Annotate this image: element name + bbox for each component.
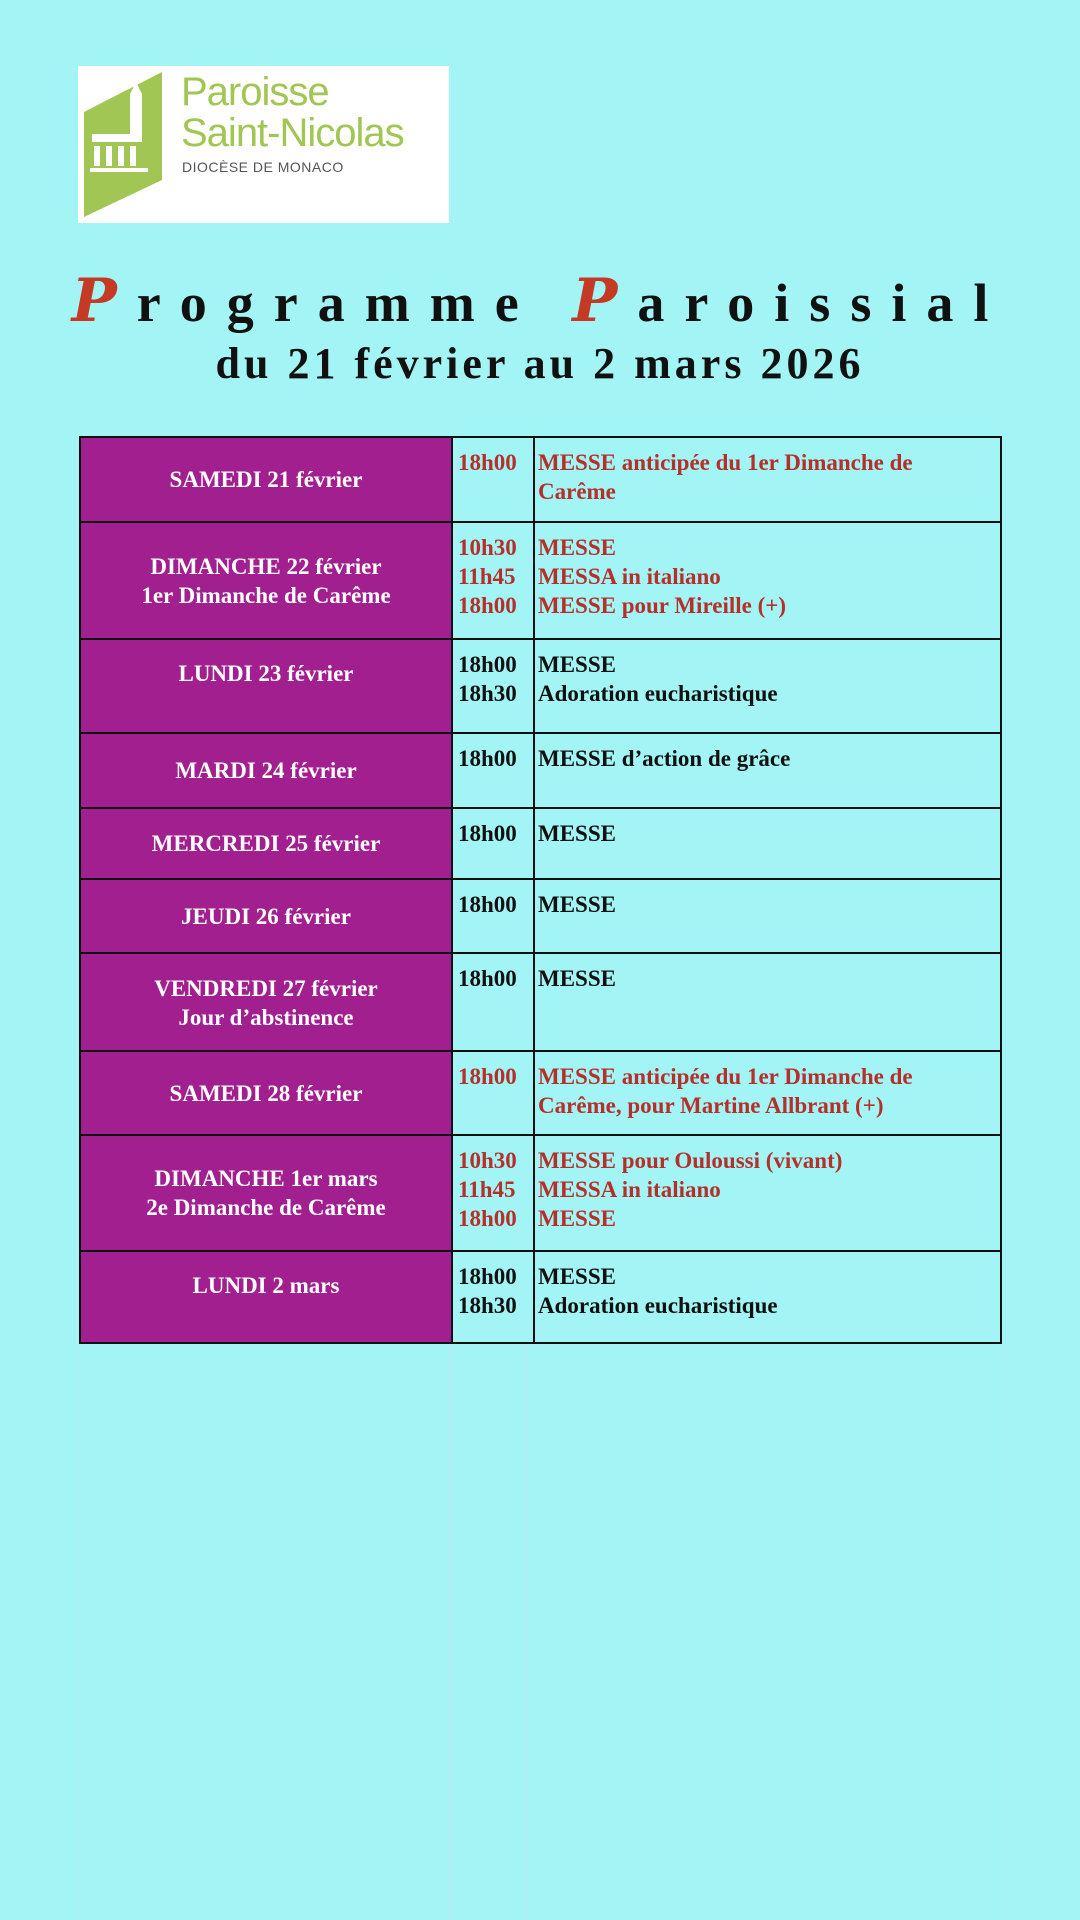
events-cell (534, 1135, 1001, 1251)
schedule-row (80, 879, 1001, 953)
times-cell (452, 639, 534, 733)
page-subtitle: du 21 février au 2 mars 2026 (215, 339, 865, 388)
schedule-row (80, 522, 1001, 639)
times-cell (452, 1251, 534, 1343)
event: MESSA in italiano (538, 564, 721, 589)
background-column-time (449, 1345, 527, 1920)
logo-parish-name: Paroisse (181, 70, 329, 114)
times-cell (452, 808, 534, 879)
day-cell (80, 522, 452, 639)
day-label: DIMANCHE 1er mars (154, 1166, 378, 1191)
day-label: JEUDI 26 février (181, 903, 351, 929)
schedule-row (80, 733, 1001, 808)
day-cell (80, 953, 452, 1051)
time: 18h00 (458, 593, 517, 618)
time: 18h00 (458, 1064, 517, 1089)
events-cell (534, 1051, 1001, 1135)
event: Adoration eucharistique (538, 681, 778, 706)
day-cell (80, 1051, 452, 1135)
event: MESSE (538, 821, 616, 846)
day-label: LUNDI 23 février (178, 661, 354, 686)
events-cell (534, 437, 1001, 522)
schedule-body (80, 437, 1001, 1343)
background-column-day (79, 1345, 451, 1920)
day-cell (80, 1251, 452, 1343)
background-column-event (525, 1345, 1004, 1920)
event: MESSE anticipée du 1er Dimanche de Carême, pour Martine Allbrant (+) (538, 1064, 913, 1118)
events-cell (534, 1251, 1001, 1343)
church-tower-icon (84, 72, 180, 217)
time: 18h00 (458, 652, 517, 677)
day-sublabel: Jour d’abstinence (178, 1005, 354, 1030)
times-cell (452, 437, 534, 522)
times-cell (452, 953, 534, 1051)
logo-diocese: DIOCÈSE DE MONACO (182, 159, 344, 175)
day-cell (80, 639, 452, 733)
times-cell (452, 1051, 534, 1135)
event: Adoration eucharistique (538, 1293, 778, 1318)
events-cell (534, 733, 1001, 808)
parish-logo (78, 66, 449, 223)
event: MESSE (538, 1264, 616, 1289)
events-cell (534, 879, 1001, 953)
page-title (0, 266, 1080, 338)
times-cell (452, 733, 534, 808)
schedule-row (80, 437, 1001, 522)
event: MESSE pour Ouloussi (vivant) (538, 1148, 843, 1173)
day-cell (80, 437, 452, 522)
time: 18h30 (458, 681, 517, 706)
events-cell (534, 522, 1001, 639)
time: 10h30 (458, 1148, 517, 1173)
time: 18h00 (458, 821, 517, 846)
time: 18h00 (458, 1264, 517, 1289)
title-word-1: rogramme (136, 273, 539, 333)
title-initial-2: P (572, 266, 638, 336)
time: 18h00 (458, 892, 517, 917)
event: MESSE (538, 535, 616, 560)
event: MESSA in italiano (538, 1177, 721, 1202)
day-label: SAMEDI 21 février (169, 467, 363, 492)
logo-saint-name: Saint-Nicolas (181, 111, 404, 155)
schedule-row (80, 639, 1001, 733)
time: 11h45 (458, 564, 516, 589)
schedule-row (80, 953, 1001, 1051)
time: 11h45 (458, 1177, 516, 1202)
day-sublabel: 1er Dimanche de Carême (141, 582, 391, 608)
time: 18h00 (458, 746, 517, 771)
events-cell (534, 639, 1001, 733)
event: MESSE d’action de grâce (538, 746, 791, 771)
day-label: VENDREDI 27 février (154, 976, 378, 1001)
schedule-row (80, 1051, 1001, 1135)
schedule-row (80, 1135, 1001, 1251)
day-cell (80, 879, 452, 953)
schedule-table (79, 436, 1002, 1344)
times-cell (452, 879, 534, 953)
event: MESSE (538, 652, 616, 677)
times-cell (452, 1135, 534, 1251)
event: MESSE (538, 966, 616, 991)
day-label: SAMEDI 28 février (169, 1080, 363, 1106)
day-label: MARDI 24 février (175, 758, 357, 783)
schedule-row (80, 1251, 1001, 1343)
day-sublabel: 2e Dimanche de Carême (146, 1195, 386, 1220)
event: MESSE anticipée du 1er Dimanche de Carême (538, 450, 913, 504)
events-cell (534, 808, 1001, 879)
event: MESSE (538, 1206, 616, 1231)
day-cell (80, 733, 452, 808)
time: 18h30 (458, 1293, 517, 1318)
times-cell (452, 522, 534, 639)
day-label: MERCREDI 25 février (151, 831, 381, 856)
title-word-2: aroissial (637, 273, 1009, 333)
day-label: LUNDI 2 mars (192, 1273, 340, 1298)
time: 10h30 (458, 535, 517, 560)
events-cell (534, 953, 1001, 1051)
time: 18h00 (458, 1206, 517, 1231)
day-label: DIMANCHE 22 février (150, 553, 382, 579)
time: 18h00 (458, 450, 517, 475)
title-initial-1: P (71, 266, 137, 336)
event: MESSE (538, 892, 616, 917)
event: MESSE pour Mireille (+) (538, 593, 787, 618)
time: 18h00 (458, 966, 517, 991)
day-cell (80, 1135, 452, 1251)
day-cell (80, 808, 452, 879)
schedule-row (80, 808, 1001, 879)
